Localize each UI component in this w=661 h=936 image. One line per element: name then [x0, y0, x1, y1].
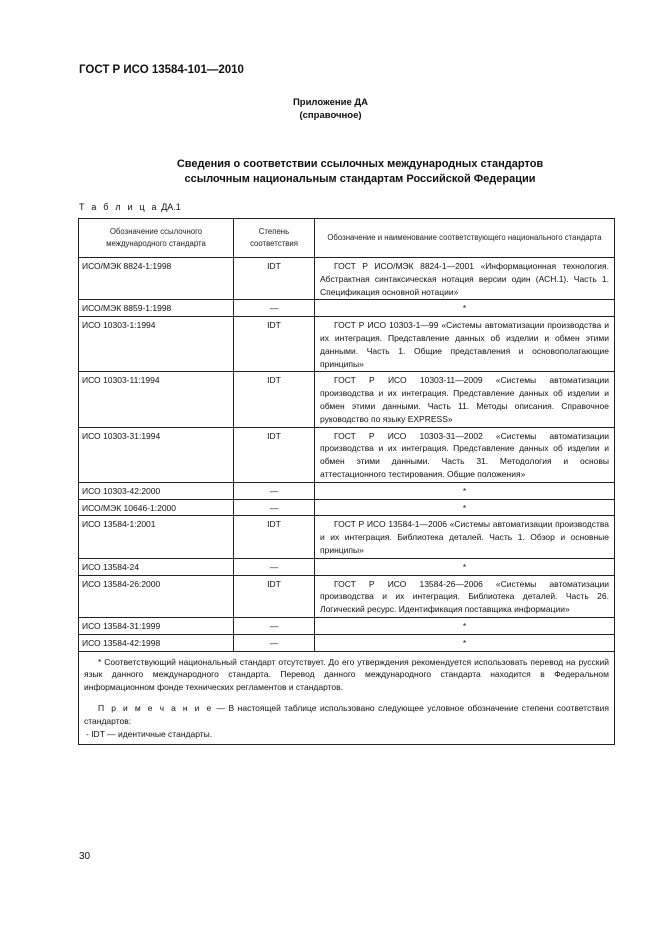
column-header-degree: Степень соответствия	[234, 219, 315, 258]
table-row	[79, 427, 615, 482]
reference-cell: ИСО 10303-11:1994	[79, 372, 234, 427]
reference-cell: ИСО 13584-1:2001	[79, 516, 234, 558]
correspondence-table	[78, 218, 615, 745]
degree-cell: —	[234, 634, 315, 651]
national-standard-text: ГОСТ Р ИСО 10303-31—2002 «Системы автоматизации производства и их интеграция. Представление данных об изделии и обмен этими данными. Часть 31. Методология и основы аттестационного тестирования. Общие положения»	[320, 430, 609, 479]
appendix-title: Приложение ДА	[292, 97, 369, 108]
national-standard-cell: *	[315, 617, 615, 634]
degree-cell: —	[234, 300, 315, 317]
appendix-block	[0, 96, 661, 122]
table-header-row	[79, 219, 615, 258]
note-list-item: - IDT — идентичные стандарты.	[86, 728, 213, 739]
national-standard-cell: *	[315, 300, 615, 317]
national-standard-text: ГОСТ Р ИСО 13584-1—2006 «Системы автоматизации производства и их интеграция. Библиотека деталей. Часть 1. Обзор и основные принципы»	[320, 519, 609, 555]
table-row	[79, 499, 615, 516]
document-code: ГОСТ Р ИСО 13584-101—2010	[79, 64, 244, 76]
national-standard-cell	[315, 258, 615, 300]
reference-cell: ИСО/МЭК 10646-1:2000	[79, 499, 234, 516]
appendix-subtitle: (справочное)	[299, 110, 362, 121]
national-standard-text: ГОСТ Р ИСО 10303-1—99 «Системы автоматизации производства и их интеграция. Представление данных об изделии и обмен этими данными. Часть 1. Общие представления и основополагающие принципы»	[320, 320, 609, 369]
national-standard-cell: *	[315, 499, 615, 516]
table-row	[79, 317, 615, 372]
reference-cell: ИСО 10303-42:2000	[79, 482, 234, 499]
table-row	[79, 516, 615, 558]
degree-cell: IDT	[234, 427, 315, 482]
table-row	[79, 575, 615, 617]
table-footnote-row	[79, 651, 615, 745]
national-standard-text: ГОСТ Р ИСО 13584-26—2006 «Системы автоматизации производства и их интеграция. Библиотека деталей. Часть 26. Логический ресурс. Идентификация поставщика информации»	[320, 578, 609, 615]
national-standard-cell	[315, 317, 615, 372]
national-standard-cell	[315, 575, 615, 617]
national-standard-cell	[315, 516, 615, 558]
degree-cell: —	[234, 617, 315, 634]
column-header-national: Обозначение и наименование соответствующего национального стандарта	[315, 219, 615, 258]
national-standard-cell: *	[315, 634, 615, 651]
reference-cell: ИСО 13584-42:1998	[79, 634, 234, 651]
reference-cell: ИСО 13584-26:2000	[79, 575, 234, 617]
reference-cell: ИСО 13584-31:1999	[79, 617, 234, 634]
national-standard-text: ГОСТ Р ИСО/МЭК 8824-1—2001 «Информационная технология. Абстрактная синтаксическая нотация версии один (АСН.1). Часть 1. Спецификация основной нотации»	[320, 261, 609, 297]
reference-cell: ИСО 10303-1:1994	[79, 317, 234, 372]
national-standard-text: ГОСТ Р ИСО 10303-11—2009 «Системы автоматизации производства и их интеграция. Представление данных об изделии и обмен этими данными. Часть 11. Методы описания. Справочное руководство по языку EXPRESS»	[320, 375, 609, 424]
degree-cell: IDT	[234, 575, 315, 617]
degree-cell: IDT	[234, 372, 315, 427]
degree-cell: IDT	[234, 317, 315, 372]
heading-line-2: ссылочным национальным стандартам Российской Федерации	[184, 173, 536, 185]
degree-cell: IDT	[234, 516, 315, 558]
national-standard-cell: *	[315, 558, 615, 575]
table-row	[79, 258, 615, 300]
footnote-text: * Соответствующий национальный стандарт отсутствует. До его утверждения рекомендуется использовать перевод на русский язык данного международного стандарта. Перевод данного международного стандарта находится в Федеральном информационном фонде технических регламентов и стандартов.	[84, 656, 609, 693]
reference-cell: ИСО 13584-24	[79, 558, 234, 575]
column-header-reference: Обозначение ссылочного международного стандарта	[79, 219, 234, 258]
degree-cell: —	[234, 482, 315, 499]
degree-cell: —	[234, 499, 315, 516]
degree-cell: —	[234, 558, 315, 575]
note-label: П р и м е ч а н и е	[98, 702, 214, 713]
table-footnote-cell	[79, 651, 615, 745]
table-row	[79, 617, 615, 634]
section-heading	[60, 157, 660, 187]
table-row	[79, 558, 615, 575]
table-label	[79, 202, 181, 212]
table-row	[79, 300, 615, 317]
table-row	[79, 482, 615, 499]
table-row	[79, 634, 615, 651]
table-label-number: ДА.1	[158, 202, 181, 212]
page-number: 30	[79, 851, 91, 862]
degree-cell: IDT	[234, 258, 315, 300]
reference-cell: ИСО/МЭК 8859-1:1998	[79, 300, 234, 317]
heading-line-1: Сведения о соответствии ссылочных международных стандартов	[176, 158, 544, 170]
note-paragraph	[84, 702, 609, 728]
national-standard-cell	[315, 372, 615, 427]
national-standard-cell	[315, 427, 615, 482]
table-row	[79, 372, 615, 427]
national-standard-cell: *	[315, 482, 615, 499]
note-text: — В настоящей таблице использовано следующее условное обозначение степени соответствия стандартов:	[84, 702, 609, 726]
reference-cell: ИСО/МЭК 8824-1:1998	[79, 258, 234, 300]
table-label-word: Т а б л и ц а	[79, 202, 159, 212]
reference-cell: ИСО 10303-31:1994	[79, 427, 234, 482]
